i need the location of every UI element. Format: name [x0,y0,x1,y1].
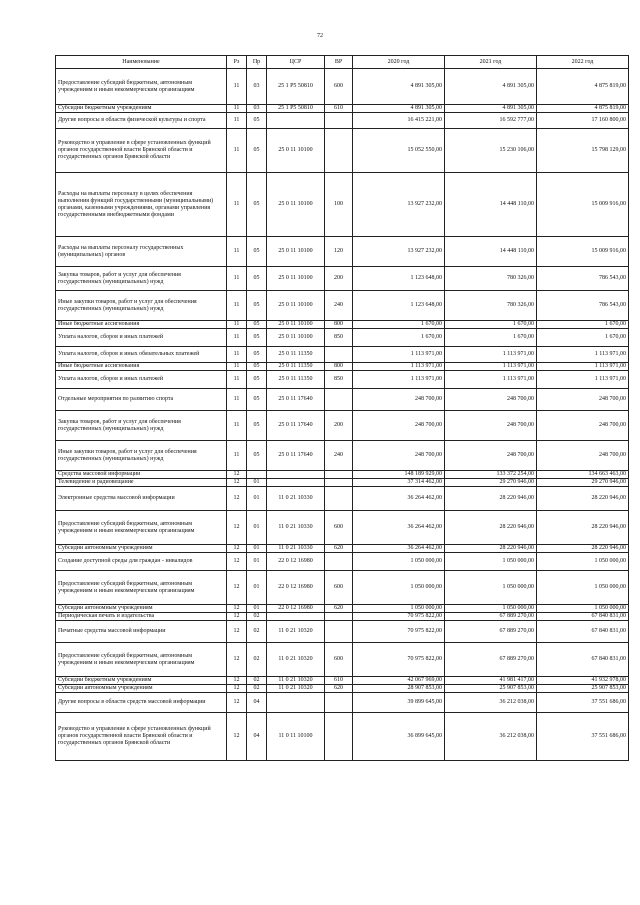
cell-rz: 12 [227,545,247,553]
table-row [56,347,629,363]
cell-csr: 25 0 11 11350 [267,371,325,389]
cell-2022: 4 875 819,00 [537,69,629,105]
cell-2020: 1 050 000,00 [353,571,445,605]
cell-vr: 850 [325,329,353,347]
cell-csr: 25 0 11 10100 [267,267,325,291]
cell-2021: 67 889 270,00 [445,621,537,643]
table-row [56,613,629,621]
page-number: 72 [317,33,323,39]
cell-vr [325,347,353,363]
cell-pr: 05 [247,329,267,347]
cell-2021: 780 326,00 [445,291,537,321]
cell-name: Руководство и управление в сфере установленных функций органов государственной власти Брянской области и государственных органов Брянской области [56,129,227,173]
cell-2021: 28 220 946,00 [445,545,537,553]
cell-2021: 248 700,00 [445,441,537,471]
cell-csr: 25 0 11 17640 [267,389,325,411]
cell-2022: 1 113 971,00 [537,371,629,389]
cell-vr: 600 [325,643,353,677]
table-row [56,371,629,389]
cell-2022: 248 700,00 [537,389,629,411]
cell-pr: 01 [247,553,267,571]
cell-2022: 37 551 686,00 [537,693,629,713]
cell-vr [325,693,353,713]
header-name: Наименование [56,56,227,69]
table-row [56,693,629,713]
header-2022: 2022 год [537,56,629,69]
cell-2021: 14 448 110,00 [445,173,537,237]
cell-2020: 1 123 648,00 [353,291,445,321]
cell-2021: 41 981 417,00 [445,677,537,685]
cell-name: Отдельные мероприятия по развитию спорта [56,389,227,411]
cell-2021: 1 050 000,00 [445,553,537,571]
cell-pr: 03 [247,105,267,113]
cell-pr: 05 [247,291,267,321]
cell-2022: 67 840 831,00 [537,613,629,621]
table-row [56,363,629,371]
cell-2020: 36 899 645,00 [353,713,445,761]
cell-2022: 17 160 800,00 [537,113,629,129]
cell-pr: 05 [247,267,267,291]
cell-rz: 12 [227,479,247,487]
cell-vr [325,621,353,643]
cell-csr: 25 1 P5 50810 [267,69,325,105]
cell-2022: 1 050 000,00 [537,553,629,571]
cell-csr: 11 0 21 10320 [267,677,325,685]
cell-csr: 25 0 11 10100 [267,329,325,347]
table-row [56,545,629,553]
cell-pr: 01 [247,487,267,511]
cell-vr: 600 [325,69,353,105]
cell-2022: 786 543,00 [537,291,629,321]
cell-2021: 4 891 305,00 [445,69,537,105]
cell-name: Руководство и управление в сфере установленных функций органов государственной власти Брянской области и государственных органов Брянской области [56,713,227,761]
cell-vr: 850 [325,371,353,389]
table-header-row [56,56,629,69]
cell-name: Предоставление субсидий бюджетным, автономным учреждениям и иным некоммерческим организациям [56,511,227,545]
cell-2021: 1 050 000,00 [445,605,537,613]
cell-2020: 39 899 645,00 [353,693,445,713]
cell-name: Иные закупки товаров, работ и услуг для обеспечения государственных (муниципальных) нужд [56,291,227,321]
cell-rz: 11 [227,69,247,105]
cell-2020: 4 891 305,00 [353,69,445,105]
cell-rz: 11 [227,291,247,321]
cell-2021: 780 326,00 [445,267,537,291]
table-row [56,553,629,571]
cell-vr: 600 [325,511,353,545]
cell-pr: 02 [247,613,267,621]
header-vr: ВР [325,56,353,69]
cell-2020: 248 700,00 [353,389,445,411]
cell-pr: 04 [247,713,267,761]
cell-pr [247,471,267,479]
cell-vr [325,713,353,761]
cell-2021: 248 700,00 [445,411,537,441]
cell-rz: 12 [227,487,247,511]
cell-pr: 04 [247,693,267,713]
cell-pr: 02 [247,621,267,643]
table-row [56,237,629,267]
table-row [56,69,629,105]
cell-2022: 1 670,00 [537,329,629,347]
cell-rz: 11 [227,389,247,411]
cell-2021: 29 270 946,00 [445,479,537,487]
cell-name: Уплата налогов, сборов и иных платежей [56,329,227,347]
cell-name: Печатные средства массовой информации [56,621,227,643]
table-row [56,605,629,613]
table-row [56,105,629,113]
table-row [56,389,629,411]
cell-2021: 28 220 946,00 [445,511,537,545]
cell-2021: 67 889 270,00 [445,613,537,621]
cell-rz: 11 [227,411,247,441]
cell-2022: 37 551 686,00 [537,713,629,761]
cell-name: Иные бюджетные ассигнования [56,363,227,371]
cell-2021: 1 670,00 [445,329,537,347]
cell-2020: 4 891 305,00 [353,105,445,113]
cell-name: Предоставление субсидий бюджетным, автономным учреждениям и иным некоммерческим организациям [56,571,227,605]
cell-csr: 11 0 21 10330 [267,511,325,545]
cell-name: Уплата налогов, сборов и иных обязательных платежей [56,347,227,363]
cell-csr: 25 0 11 10100 [267,291,325,321]
cell-2021: 4 891 305,00 [445,105,537,113]
cell-vr: 600 [325,571,353,605]
cell-rz: 12 [227,511,247,545]
cell-2022: 15 009 916,00 [537,173,629,237]
cell-2021: 248 700,00 [445,389,537,411]
cell-csr [267,471,325,479]
cell-2021: 16 592 777,00 [445,113,537,129]
cell-2022: 25 907 853,00 [537,685,629,693]
cell-rz: 11 [227,321,247,329]
cell-rz: 11 [227,329,247,347]
header-2021: 2021 год [445,56,537,69]
table-row [56,677,629,685]
cell-csr: 25 1 P5 50810 [267,105,325,113]
table-row [56,129,629,173]
cell-name: Предоставление субсидий бюджетным, автономным учреждениям и иным некоммерческим организациям [56,643,227,677]
cell-pr: 05 [247,411,267,441]
cell-name: Субсидии бюджетным учреждениям [56,105,227,113]
cell-2020: 15 052 550,00 [353,129,445,173]
cell-name: Иные бюджетные ассигнования [56,321,227,329]
cell-2020: 1 670,00 [353,321,445,329]
cell-pr: 01 [247,511,267,545]
cell-rz: 11 [227,267,247,291]
cell-rz: 11 [227,129,247,173]
table-body [56,69,629,761]
cell-2020: 248 700,00 [353,441,445,471]
cell-rz: 12 [227,713,247,761]
cell-2022: 786 543,00 [537,267,629,291]
cell-pr: 01 [247,545,267,553]
cell-vr: 610 [325,677,353,685]
table-row [56,713,629,761]
table-row [56,267,629,291]
cell-2022: 134 663 463,00 [537,471,629,479]
cell-vr: 120 [325,237,353,267]
header-2020: 2020 год [353,56,445,69]
cell-name: Периодическая печать и издательства [56,613,227,621]
cell-2021: 14 448 110,00 [445,237,537,267]
cell-csr [267,113,325,129]
cell-rz: 11 [227,347,247,363]
cell-rz: 12 [227,471,247,479]
cell-csr [267,613,325,621]
cell-vr: 620 [325,685,353,693]
cell-2022: 41 932 978,00 [537,677,629,685]
cell-2022: 15 009 916,00 [537,237,629,267]
cell-rz: 11 [227,113,247,129]
cell-2020: 1 050 000,00 [353,605,445,613]
cell-name: Другие вопросы в области средств массовой информации [56,693,227,713]
cell-2021: 15 230 106,00 [445,129,537,173]
cell-pr: 05 [247,173,267,237]
cell-pr: 05 [247,371,267,389]
cell-csr: 25 0 11 11350 [267,347,325,363]
cell-vr: 800 [325,321,353,329]
cell-pr: 05 [247,129,267,173]
table-row [56,643,629,677]
cell-name: Субсидии автономным учреждениям [56,605,227,613]
cell-pr: 05 [247,389,267,411]
cell-csr: 11 0 21 10320 [267,685,325,693]
cell-2022: 1 113 971,00 [537,347,629,363]
cell-csr [267,479,325,487]
table-row [56,441,629,471]
cell-csr: 25 0 11 17640 [267,411,325,441]
cell-rz: 12 [227,693,247,713]
cell-2020: 37 314 462,00 [353,479,445,487]
cell-2020: 1 123 648,00 [353,267,445,291]
cell-rz: 11 [227,363,247,371]
cell-pr: 02 [247,677,267,685]
cell-csr: 25 0 11 10100 [267,173,325,237]
cell-rz: 12 [227,605,247,613]
table-row [56,511,629,545]
cell-rz: 12 [227,613,247,621]
cell-csr: 11 0 11 10100 [267,713,325,761]
cell-rz: 12 [227,553,247,571]
cell-vr [325,129,353,173]
header-pr: Пр [247,56,267,69]
cell-2020: 36 264 462,00 [353,511,445,545]
cell-vr [325,471,353,479]
cell-2022: 28 220 946,00 [537,511,629,545]
cell-2020: 28 907 853,00 [353,685,445,693]
cell-name: Другие вопросы в области физической культуры и спорта [56,113,227,129]
cell-csr: 25 0 11 17640 [267,441,325,471]
cell-name: Иные закупки товаров, работ и услуг для обеспечения государственных (муниципальных) нужд [56,441,227,471]
cell-vr: 620 [325,605,353,613]
cell-2022: 1 670,00 [537,321,629,329]
cell-vr: 610 [325,105,353,113]
cell-2022: 28 220 946,00 [537,487,629,511]
cell-vr: 200 [325,411,353,441]
cell-rz: 12 [227,621,247,643]
cell-2020: 1 113 971,00 [353,363,445,371]
cell-rz: 12 [227,677,247,685]
cell-name: Создание доступной среды для граждан - инвалидов [56,553,227,571]
table-row [56,685,629,693]
cell-rz: 11 [227,237,247,267]
cell-rz: 11 [227,173,247,237]
cell-2020: 13 927 232,00 [353,237,445,267]
cell-2022: 29 270 946,00 [537,479,629,487]
cell-2021: 28 220 946,00 [445,487,537,511]
cell-2022: 248 700,00 [537,441,629,471]
header-csr: ЦСР [267,56,325,69]
table-row [56,329,629,347]
table-row [56,621,629,643]
cell-name: Электронные средства массовой информации [56,487,227,511]
cell-2020: 1 050 000,00 [353,553,445,571]
cell-rz: 12 [227,571,247,605]
cell-2022: 28 220 946,00 [537,545,629,553]
cell-2021: 1 670,00 [445,321,537,329]
budget-table [55,55,629,761]
cell-name: Закупка товаров, работ и услуг для обеспечения государственных (муниципальных) нужд [56,267,227,291]
cell-pr: 02 [247,685,267,693]
cell-vr [325,487,353,511]
table-row [56,411,629,441]
cell-csr: 22 0 12 16980 [267,571,325,605]
table-row [56,321,629,329]
cell-2020: 248 700,00 [353,411,445,441]
cell-pr: 01 [247,605,267,613]
cell-2021: 1 113 971,00 [445,363,537,371]
cell-csr: 11 0 21 10320 [267,621,325,643]
cell-2021: 133 372 254,00 [445,471,537,479]
cell-csr: 22 0 12 16980 [267,553,325,571]
cell-2022: 248 700,00 [537,411,629,441]
cell-vr: 200 [325,267,353,291]
cell-csr: 25 0 11 11350 [267,363,325,371]
cell-2021: 67 889 270,00 [445,643,537,677]
cell-2020: 42 067 969,00 [353,677,445,685]
cell-2021: 1 113 971,00 [445,347,537,363]
table-row [56,291,629,321]
table-row [56,173,629,237]
cell-name: Расходы на выплаты персоналу в целях обеспечения выполнения функций государственными (муниципальными) органами, казенными учреждениями, органами управления государственными внебюджетными фондами [56,173,227,237]
cell-2020: 1 670,00 [353,329,445,347]
cell-rz: 11 [227,371,247,389]
cell-name: Расходы на выплаты персоналу государственных (муниципальных) органов [56,237,227,267]
cell-vr: 620 [325,545,353,553]
cell-name: Телевидение и радиовещание [56,479,227,487]
table-row [56,487,629,511]
cell-vr: 800 [325,363,353,371]
cell-pr: 05 [247,347,267,363]
cell-2020: 13 927 232,00 [353,173,445,237]
table-row [56,479,629,487]
cell-name: Уплата налогов, сборов и иных платежей [56,371,227,389]
cell-2021: 36 212 038,00 [445,713,537,761]
header-rz: Рз [227,56,247,69]
cell-vr [325,389,353,411]
cell-vr [325,553,353,571]
cell-2020: 70 975 822,00 [353,621,445,643]
cell-rz: 11 [227,105,247,113]
cell-2020: 70 975 822,00 [353,643,445,677]
cell-2021: 36 212 038,00 [445,693,537,713]
cell-pr: 02 [247,643,267,677]
cell-2022: 1 050 000,00 [537,605,629,613]
cell-csr: 22 0 12 16980 [267,605,325,613]
cell-name: Средства массовой информации [56,471,227,479]
cell-rz: 12 [227,643,247,677]
table-row [56,113,629,129]
cell-2021: 1 113 971,00 [445,371,537,389]
cell-csr [267,693,325,713]
cell-pr: 01 [247,479,267,487]
cell-2020: 16 415 221,00 [353,113,445,129]
cell-vr [325,479,353,487]
cell-pr: 03 [247,69,267,105]
cell-2020: 70 975 822,00 [353,613,445,621]
cell-2022: 67 840 831,00 [537,643,629,677]
table-row [56,571,629,605]
cell-vr: 240 [325,291,353,321]
cell-vr [325,613,353,621]
cell-name: Субсидии автономным учреждениям [56,685,227,693]
cell-csr: 11 0 21 10330 [267,487,325,511]
cell-2020: 1 113 971,00 [353,347,445,363]
cell-2020: 1 113 971,00 [353,371,445,389]
cell-2021: 1 050 000,00 [445,571,537,605]
cell-name: Субсидии автономным учреждениям [56,545,227,553]
cell-csr: 11 0 21 10320 [267,643,325,677]
cell-2022: 4 875 819,00 [537,105,629,113]
cell-rz: 12 [227,685,247,693]
cell-2022: 67 840 831,00 [537,621,629,643]
cell-csr: 25 0 11 10100 [267,321,325,329]
cell-csr: 25 0 11 10100 [267,129,325,173]
cell-name: Закупка товаров, работ и услуг для обеспечения государственных (муниципальных) нужд [56,411,227,441]
cell-vr: 100 [325,173,353,237]
cell-name: Субсидии бюджетным учреждениям [56,677,227,685]
cell-vr: 240 [325,441,353,471]
cell-2022: 1 113 971,00 [537,363,629,371]
cell-rz: 11 [227,441,247,471]
cell-pr: 05 [247,113,267,129]
cell-pr: 05 [247,321,267,329]
cell-2022: 1 050 000,00 [537,571,629,605]
cell-pr: 05 [247,441,267,471]
cell-pr: 05 [247,237,267,267]
cell-pr: 05 [247,363,267,371]
cell-name: Предоставление субсидий бюджетным, автономным учреждениям и иным некоммерческим организациям [56,69,227,105]
cell-csr: 25 0 11 10100 [267,237,325,267]
cell-csr: 11 0 21 10330 [267,545,325,553]
cell-2020: 148 189 929,00 [353,471,445,479]
cell-pr: 01 [247,571,267,605]
cell-2020: 36 264 462,00 [353,487,445,511]
table-row [56,471,629,479]
cell-2022: 15 798 129,00 [537,129,629,173]
cell-vr [325,113,353,129]
cell-2021: 25 907 853,00 [445,685,537,693]
cell-2020: 36 264 462,00 [353,545,445,553]
